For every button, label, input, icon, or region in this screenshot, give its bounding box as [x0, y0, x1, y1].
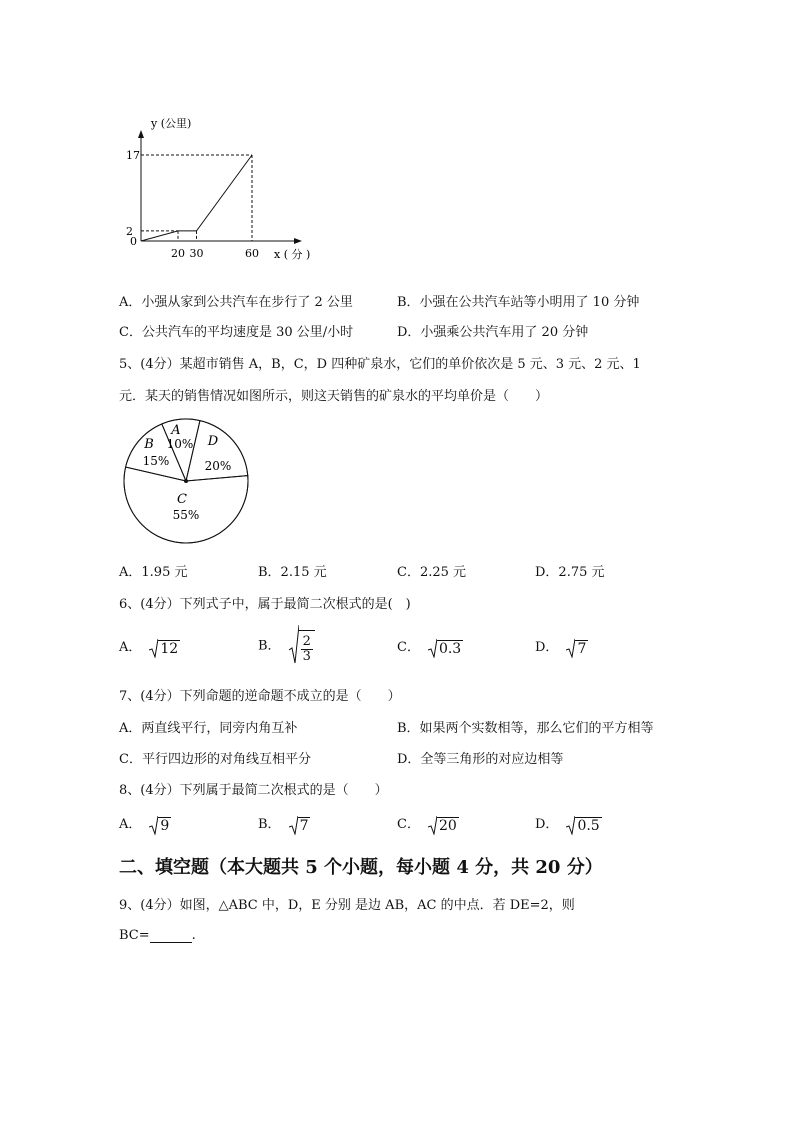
- x-axis-label: x ( 分 ): [274, 248, 311, 261]
- q6-d-radicand: 7: [577, 640, 587, 657]
- q5-option-a[interactable]: A．1.95 元: [119, 565, 188, 580]
- q8-option-a[interactable]: [119, 813, 171, 835]
- pie-percent-A: 10%: [166, 437, 194, 451]
- q9-period: .: [191, 928, 196, 943]
- pie-label-A: A: [171, 423, 181, 438]
- y-tick-label: 2: [126, 224, 133, 238]
- sqrt-9: [149, 815, 171, 835]
- sqrt-0.3: [428, 638, 463, 658]
- q7-option-b[interactable]: B．如果两个实数相等，那么它们的平方相等: [397, 721, 654, 736]
- q8-c-radicand: 20: [438, 817, 457, 834]
- q8-a-label: A．: [119, 817, 142, 832]
- q7-option-a[interactable]: A．两直线平行，同旁内角互补: [119, 721, 298, 736]
- sqrt-0.5: [566, 815, 601, 835]
- q8-b-label: B．: [258, 817, 281, 832]
- q4-option-d[interactable]: D．小强乘公共汽车用了 20 分钟: [397, 325, 589, 340]
- section-title-fill-in: 二、填空题（本大题共 5 个小题，每小题 4 分，共 20 分）: [119, 857, 603, 878]
- q5-option-c[interactable]: C．2.25 元: [397, 565, 467, 580]
- sqrt-7: [289, 815, 311, 835]
- q4-option-b[interactable]: B．小强在公共汽车站等小明用了 10 分钟: [397, 295, 640, 310]
- sqrt-fraction: [289, 624, 315, 664]
- q5-option-d[interactable]: D．2.75 元: [535, 565, 605, 580]
- y-tick-label: 17: [126, 149, 140, 162]
- q8-c-label: C．: [397, 817, 420, 832]
- q4-option-c[interactable]: C．公共汽车的平均速度是 30 公里/小时: [119, 325, 354, 340]
- q6-b-label: B．: [258, 638, 281, 654]
- q6-option-b[interactable]: [258, 624, 315, 664]
- distance-time-chart: [110, 110, 340, 270]
- q8-b-radicand: 7: [299, 817, 309, 834]
- pie-percent-B: 15%: [142, 454, 170, 468]
- q6-option-a[interactable]: [119, 636, 180, 658]
- q6-stem: 6、(4分）下列式子中，属于最简二次根式的是( ): [119, 597, 411, 612]
- q6-c-radicand: 0.3: [438, 640, 462, 657]
- q9-answer-blank[interactable]: [150, 929, 192, 943]
- q8-option-c[interactable]: [397, 813, 459, 835]
- q6-b-numerator: 2: [302, 634, 311, 649]
- x-tick-label: 60: [245, 247, 259, 260]
- q6-b-denominator: 3: [302, 649, 311, 664]
- q5-option-b[interactable]: B．2.15 元: [258, 565, 327, 580]
- q9-bc-label: BC=: [119, 928, 150, 943]
- q6-a-radicand: 12: [160, 640, 179, 657]
- q8-d-label: D．: [535, 817, 559, 832]
- pie-percent-D: 20%: [204, 459, 232, 473]
- q8-option-b[interactable]: [258, 813, 310, 835]
- x-tick-label: 20: [171, 247, 185, 260]
- pie-center-dot: [184, 479, 188, 483]
- pie-label-C: C: [177, 492, 187, 507]
- q8-a-radicand: 9: [160, 817, 170, 834]
- pie-label-D: D: [207, 434, 219, 449]
- q6-d-label: D．: [535, 640, 559, 655]
- q9-stem-line2: [119, 928, 196, 943]
- q8-option-d[interactable]: [535, 813, 602, 835]
- q5-stem-line2: 元．某天的销售情况如图所示，则这天销售的矿泉水的平均单价是（ ）: [119, 389, 549, 404]
- q7-option-d[interactable]: D．全等三角形的对应边相等: [397, 752, 564, 767]
- sales-pie-chart: [118, 415, 258, 545]
- q8-d-radicand: 0.5: [577, 817, 600, 834]
- sqrt-7: [566, 638, 588, 658]
- sqrt-20: [428, 815, 459, 835]
- origin-label: 0: [130, 235, 137, 248]
- x-tick-label: 30: [189, 247, 204, 260]
- q6-c-label: C．: [397, 640, 420, 655]
- q7-stem: 7、(4分）下列命题的逆命题不成立的是（ ）: [119, 689, 401, 704]
- q7-option-c[interactable]: C．平行四边形的对角线互相平分: [119, 752, 311, 767]
- q9-stem-line1: 9、(4分）如图，△ABC 中，D，E 分别 是边 AB，AC 的中点．若 DE=2，则: [119, 898, 575, 913]
- pie-percent-C: 55%: [172, 508, 200, 522]
- x-axis-arrow: [294, 238, 302, 244]
- q6-a-label: A．: [119, 640, 142, 655]
- y-axis-label: y (公里): [151, 117, 192, 130]
- sqrt-12: [149, 638, 180, 658]
- pie-label-B: B: [144, 437, 154, 452]
- q6-option-c[interactable]: [397, 636, 463, 658]
- y-axis-arrow: [138, 130, 144, 138]
- q5-stem-line1: 5、(4分）某超市销售 A，B，C，D 四种矿泉水，它们的单价依次是 5 元、3 元、2 元、1: [119, 357, 641, 372]
- q6-option-d[interactable]: [535, 636, 588, 658]
- q8-stem: 8、(4分）下列属于最简二次根式的是（ ）: [119, 783, 388, 798]
- q4-option-a[interactable]: A．小强从家到公共汽车在步行了 2 公里: [119, 295, 353, 310]
- distance-series-line: [141, 155, 252, 241]
